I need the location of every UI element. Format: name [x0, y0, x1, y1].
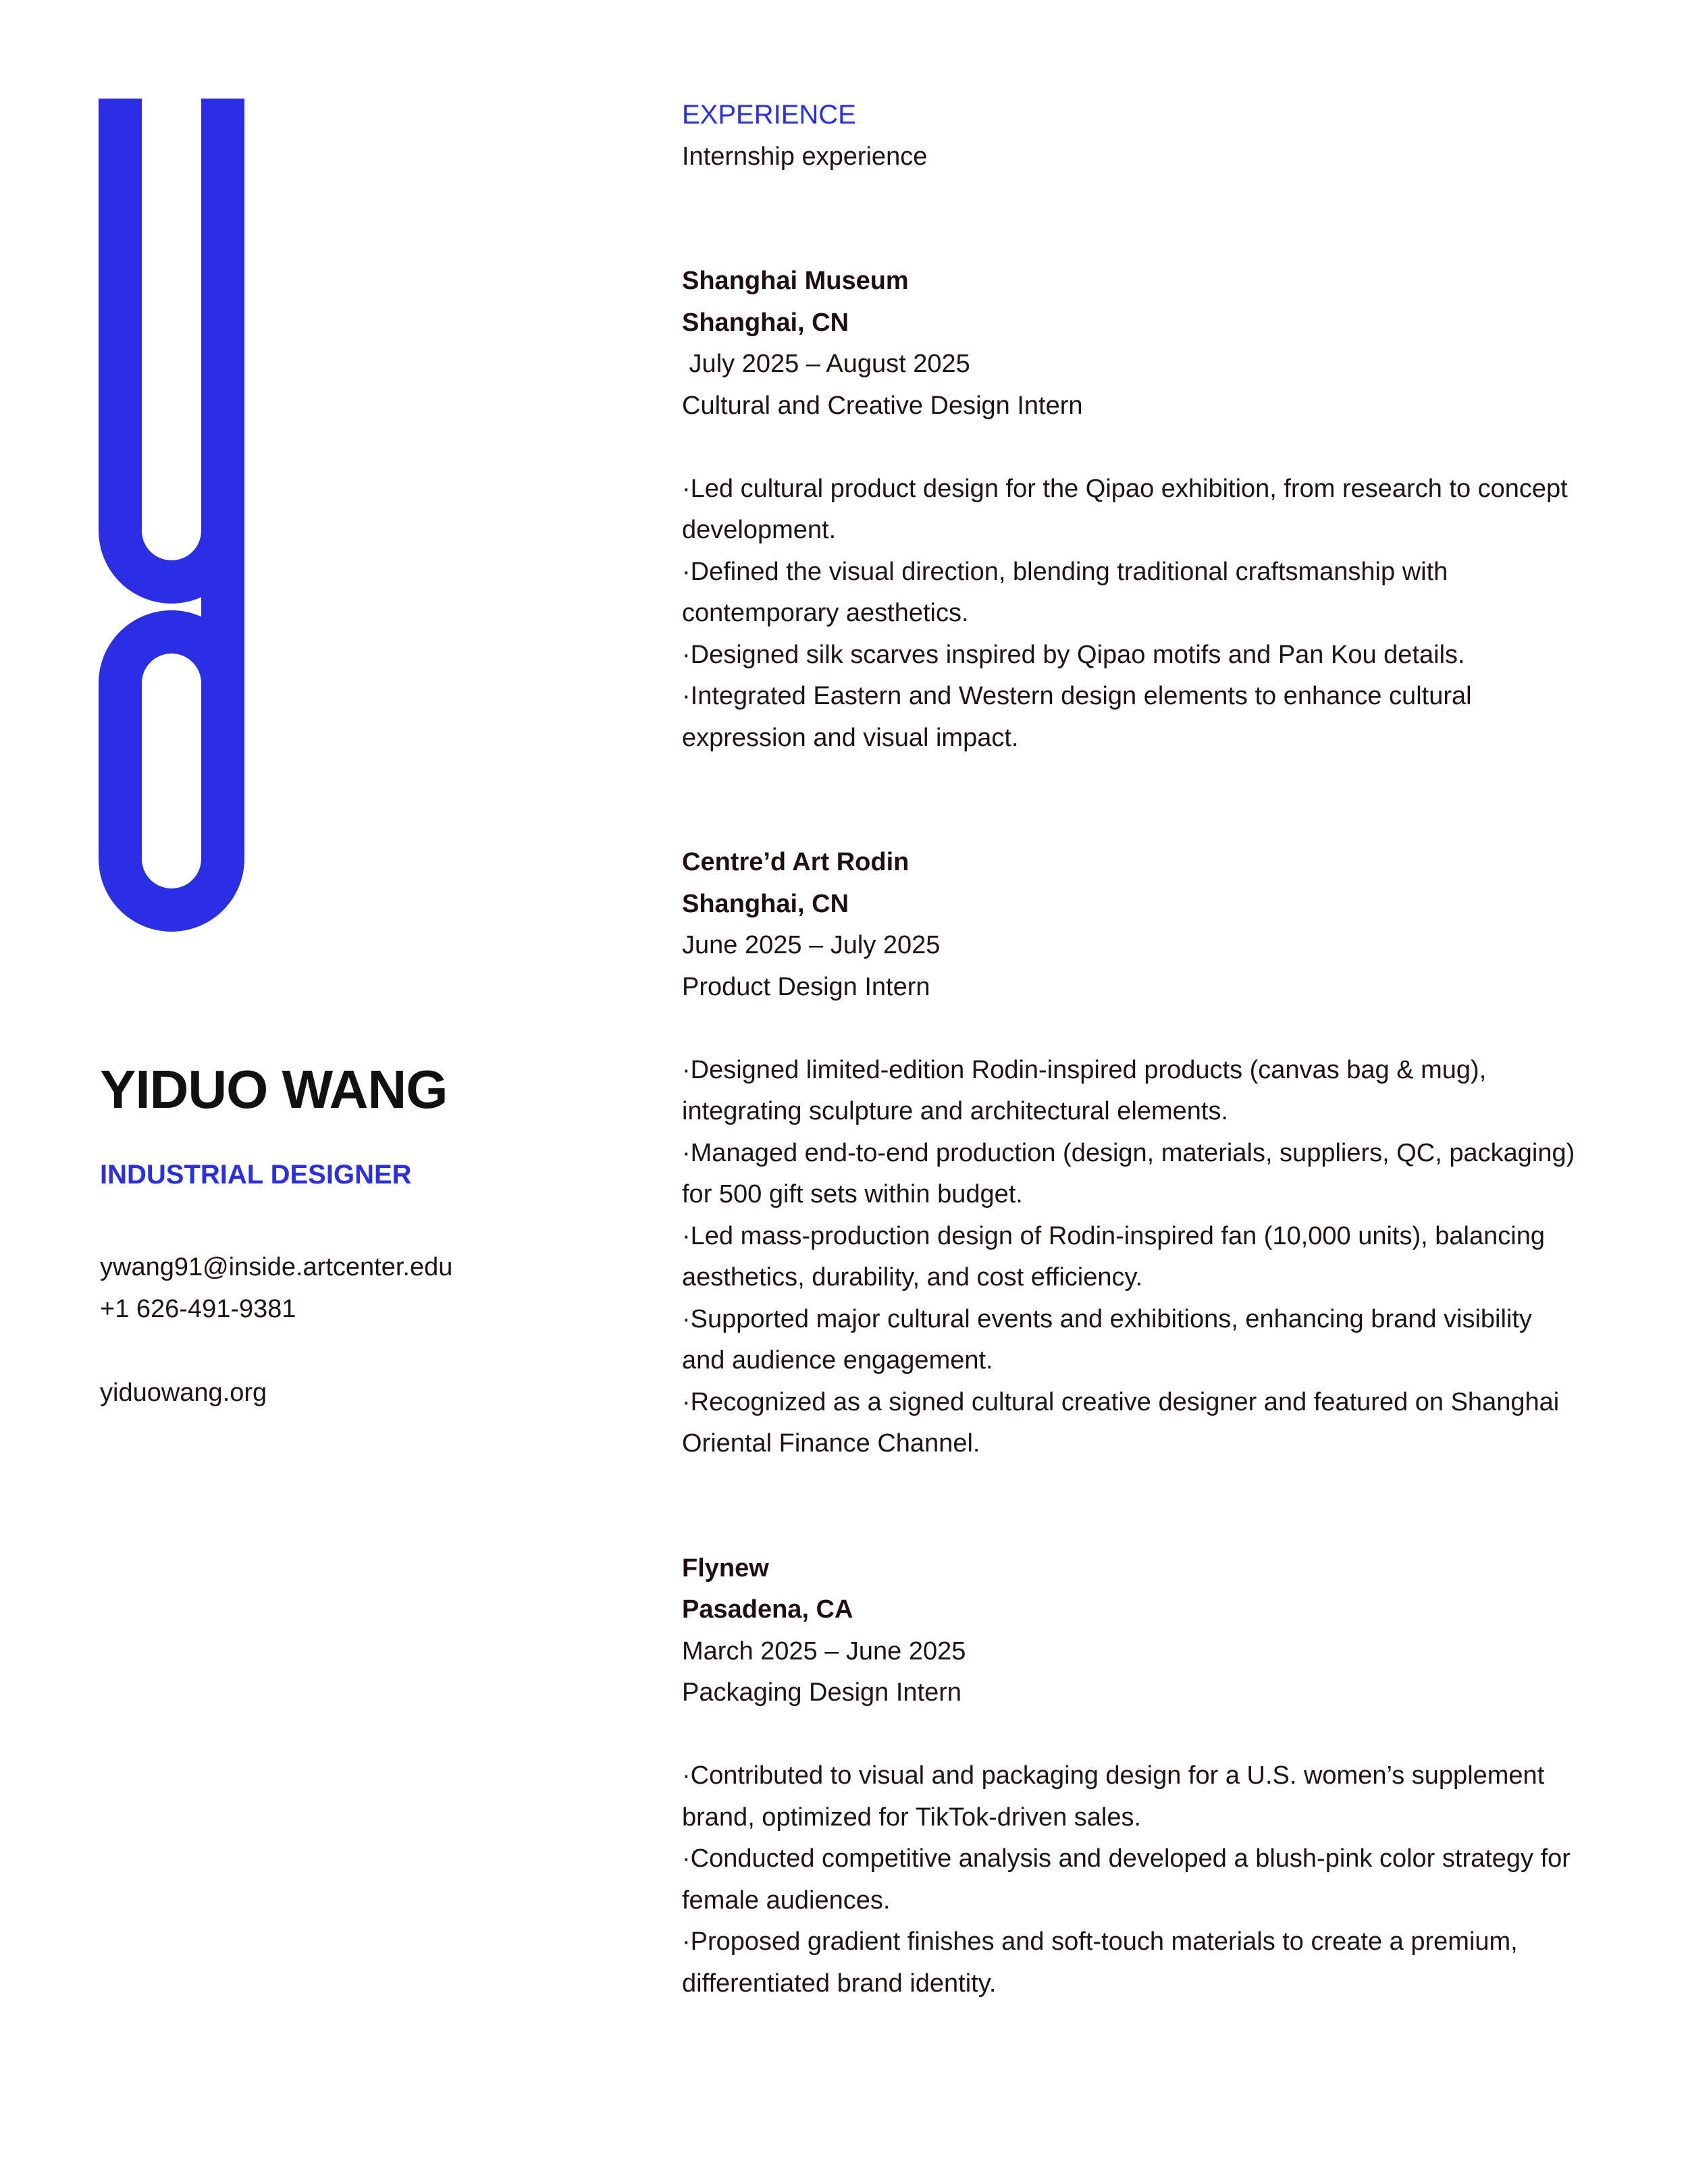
- yw-monogram-logo: [99, 99, 244, 932]
- job-company: Shanghai Museum: [682, 267, 909, 295]
- contact-block: [100, 1246, 640, 1414]
- job-bullet: ·Supported major cultural events and exhibitions, enhancing brand visibility and audience engagement.: [682, 1304, 1532, 1375]
- job-bullet: ·Led mass-production design of Rodin-inspired fan (10,000 units), balancing aesthetics, durability, and cost efficiency.: [682, 1221, 1545, 1291]
- job-bullet: ·Led cultural product design for the Qipao exhibition, from research to concept development.: [682, 474, 1568, 544]
- profile-name: YIDUO WANG: [100, 1059, 448, 1119]
- job-bullet: ·Managed end-to-end production (design, materials, suppliers, QC, packaging) for 500 gift sets within budget.: [682, 1138, 1575, 1208]
- job-bullet: ·Designed silk scarves inspired by Qipao motifs and Pan Kou details.: [682, 640, 1465, 669]
- website-link[interactable]: yiduowang.org: [100, 1379, 267, 1407]
- job-dates: July 2025 – August 2025: [682, 350, 970, 378]
- job-entry: [682, 842, 1580, 1465]
- job-dates: June 2025 – July 2025: [682, 931, 941, 959]
- job-location: Pasadena, CA: [682, 1595, 853, 1624]
- job-bullet: ·Conducted competitive analysis and developed a blush-pink color strategy for female audiences.: [682, 1844, 1571, 1915]
- experience-section: [682, 95, 1580, 2004]
- job-company: Flynew: [682, 1553, 769, 1582]
- section-subheading: Internship experience: [682, 142, 928, 171]
- job-position: Cultural and Creative Design Intern: [682, 391, 1083, 420]
- email-link[interactable]: ywang91@inside.artcenter.edu: [100, 1253, 453, 1281]
- job-entry: [682, 1548, 1580, 2005]
- section-heading: EXPERIENCE: [682, 100, 856, 130]
- profile-panel: [100, 1060, 640, 1414]
- job-bullet: ·Integrated Eastern and Western design elements to enhance cultural expression and visual impact.: [682, 682, 1472, 752]
- job-bullet: ·Designed limited-edition Rodin-inspired products (canvas bag & mug), integrating sculpture and architectural elements.: [682, 1055, 1487, 1125]
- job-location: Shanghai, CN: [682, 308, 849, 337]
- job-bullet: ·Proposed gradient finishes and soft-touch materials to create a premium, differentiated brand identity.: [682, 1927, 1518, 1998]
- job-position: Product Design Intern: [682, 972, 930, 1001]
- job-bullet: ·Recognized as a signed cultural creative designer and featured on Shanghai Oriental Finance Channel.: [682, 1387, 1560, 1458]
- job-location: Shanghai, CN: [682, 889, 849, 918]
- profile-title: INDUSTRIAL DESIGNER: [100, 1160, 412, 1190]
- job-position: Packaging Design Intern: [682, 1678, 962, 1707]
- job-bullet: ·Defined the visual direction, blending traditional craftsmanship with contemporary aesthetics.: [682, 557, 1448, 627]
- job-bullet: ·Contributed to visual and packaging design for a U.S. women’s supplement brand, optimized for TikTok-driven sales.: [682, 1761, 1545, 1832]
- job-company: Centre’d Art Rodin: [682, 848, 909, 876]
- job-dates: March 2025 – June 2025: [682, 1636, 966, 1666]
- job-entry: [682, 261, 1580, 759]
- phone-number[interactable]: +1 626-491-9381: [100, 1295, 296, 1323]
